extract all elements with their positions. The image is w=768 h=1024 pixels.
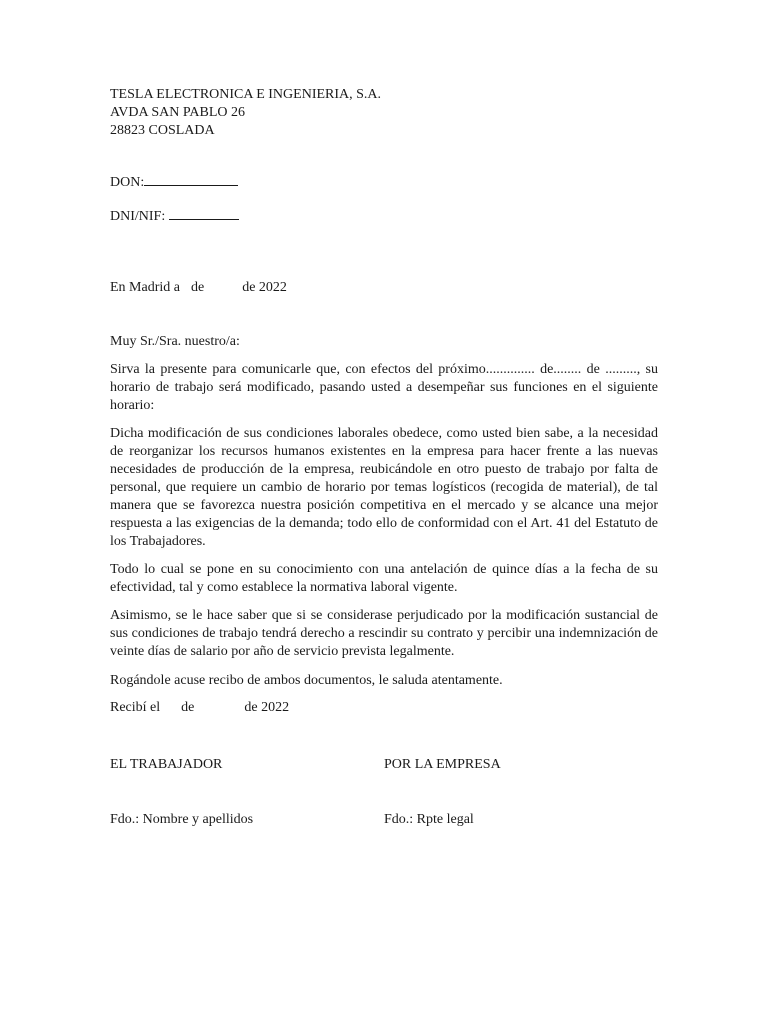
paragraph-3: Todo lo cual se pone en su conocimiento con una antelación de quince días a la fecha de su efectividad, tal y como establece la normativa laboral vigente.: [110, 562, 658, 595]
receipt-line: [110, 699, 658, 717]
company-title: POR LA EMPRESA: [384, 757, 501, 772]
paragraph-5: Rogándole acuse recibo de ambos documentos, le saluda atentamente.: [110, 673, 503, 688]
worker-signature: Fdo.: Nombre y apellidos: [110, 812, 254, 827]
receipt-de-2: de 2022: [244, 700, 290, 715]
date-line: [110, 279, 658, 297]
don-label: DON:: [110, 175, 145, 190]
date-de-2: de 2022: [242, 280, 287, 295]
company-name: TESLA ELECTRONICA E INGENIERIA, S.A.: [110, 87, 382, 102]
company-header: [110, 86, 658, 140]
dni-blank: [169, 206, 239, 220]
worker-title: EL TRABAJADOR: [110, 757, 223, 772]
paragraph-2: Dicha modificación de sus condiciones laborales obedece, como usted bien sabe, a la necesidad de reorganizar los recursos humanos existentes en la empresa para hacer frente a las nuevas necesidades de producción de la empresa, reubicándole en otro puesto de trabajo por falta de personal, que requiere un cambio de horario por temas logísticos (recogida de material), de tal manera que se favorezca nuestra posición competitiva en el mercado y se alcance una mejor respuesta a las exigencias de la demanda; todo ello de conformidad con el Art. 41 del Estatuto de los Trabajadores.: [110, 426, 658, 549]
dni-label: DNI/NIF:: [110, 209, 166, 224]
salutation: Muy Sr./Sra. nuestro/a:: [110, 334, 240, 349]
company-signature: Fdo.: Rpte legal: [384, 812, 474, 827]
date-de-1: de: [190, 280, 205, 295]
receipt-prefix: Recibí el: [110, 700, 161, 715]
don-field: [110, 172, 658, 192]
date-prefix: En Madrid a: [110, 280, 180, 295]
company-street: AVDA SAN PABLO 26: [110, 105, 245, 120]
receipt-de-1: de: [181, 700, 195, 715]
paragraph-1: Sirva la presente para comunicarle que, con efectos del próximo.............. de........ de ........., su horario de trabajo será modificado, pasando usted a desempeñar sus funciones en el siguiente horario:: [110, 362, 658, 413]
don-blank: [144, 172, 238, 186]
dni-field: [110, 206, 658, 226]
company-city: 28823 COSLADA: [110, 123, 215, 138]
paragraph-4: Asimismo, se le hace saber que si se considerase perjudicado por la modificación sustancial de sus condiciones de trabajo tendrá derecho a rescindir su contrato y percibir una indemnización de veinte días de salario por año de servicio prevista legalmente.: [110, 608, 658, 659]
